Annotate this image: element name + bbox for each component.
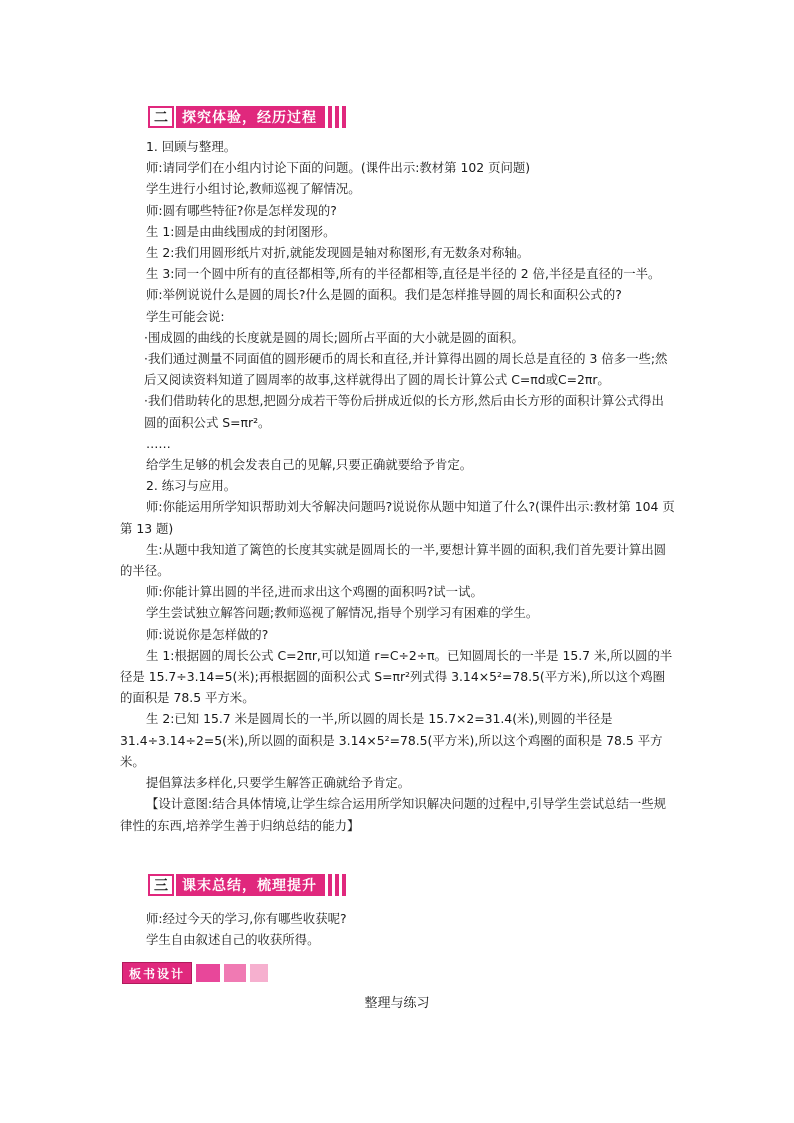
paragraph: 生 2:我们用圆形纸片对折,就能发现圆是轴对称图形,有无数条对称轴。 xyxy=(146,245,530,261)
board-design-label: 板书设计 xyxy=(122,962,192,984)
bullet-item: ·我们借助转化的思想,把圆分成若干等份后拼成近似的长方形,然后由长方形的面积计算公式得出圆的面积公式 S=πr²。 xyxy=(144,393,664,430)
paragraph: 生 2:已知 15.7 米是圆周长的一半,所以圆的周长是 15.7×2=31.4(米),则圆的半径是 31.4÷3.14÷2=5(米),所以圆的面积是 3.14×5²=78.5(平方米),所以这个鸡圈的面积是 78.5 平方米。 xyxy=(120,711,663,769)
paragraph: 师:说说你是怎样做的? xyxy=(146,626,269,642)
paragraph: 师:圆有哪些特征?你是怎样发现的? xyxy=(146,202,337,218)
paragraph: 1. 回顾与整理。 xyxy=(146,139,237,154)
paragraph: 提倡算法多样化,只要学生解答正确就给予肯定。 xyxy=(146,775,411,791)
paragraph: 师:经过今天的学习,你有哪些收获呢? xyxy=(146,911,347,926)
paragraph: 生:从题中我知道了篱笆的长度其实就是圆周长的一半,要想计算半圆的面积,我们首先要计算出圆的半径。 xyxy=(120,541,667,579)
section-title: 探究体验，经历过程 xyxy=(176,106,325,128)
paragraph: 2. 练习与应用。 xyxy=(146,478,237,494)
paragraph: 师:你能计算出圆的半径,进而求出这个鸡圈的面积吗?试一试。 xyxy=(146,584,483,600)
board-design-bar xyxy=(122,963,268,983)
paragraph: 师:举例说说什么是圆的周长?什么是圆的面积。我们是怎样推导圆的周长和面积公式的? xyxy=(146,287,622,303)
design-intent: 【设计意图:结合具体情境,让学生综合运用所学知识解决问题的过程中,引导学生尝试总结一些规律性的东西,培养学生善于归纳总结的能力】 xyxy=(120,796,667,833)
decor-square xyxy=(250,964,268,982)
paragraph: 学生进行小组讨论,教师巡视了解情况。 xyxy=(146,181,361,197)
section-banner-3 xyxy=(148,874,349,896)
banner-stripes xyxy=(328,106,349,128)
section-number: 二 xyxy=(148,106,174,128)
paragraph: 生 1:圆是由曲线围成的封闭图形。 xyxy=(146,223,336,239)
paragraph: 师:你能运用所学知识帮助刘大爷解决问题吗?说说你从题中知道了什么?(课件出示:教材第 104 页第 13 题) xyxy=(120,499,675,536)
section-3-body xyxy=(120,908,676,950)
bullet-item: ·我们通过测量不同面值的圆形硬币的周长和直径,并计算得出圆的周长总是直径的 3 倍多一些;然后又阅读资料知道了圆周率的故事,这样就得出了圆的周长计算公式 C=πd或C=2πr。 xyxy=(144,351,668,388)
section-banner-2 xyxy=(148,106,349,128)
section-2-body xyxy=(120,136,676,836)
paragraph: 给学生足够的机会发表自己的见解,只要正确就要给予肯定。 xyxy=(146,457,473,473)
paragraph: 生 1:根据圆的周长公式 C=2πr,可以知道 r=C÷2÷π。已知圆周长的一半是 15.7 米,所以圆的半径是 15.7÷3.14=5(米);再根据圆的面积公式 S=πr²列式得 3.14×5²=78.5(平方米),所以这个鸡圈的面积是 78.5 平方米。 xyxy=(120,647,673,706)
decor-square xyxy=(224,964,246,982)
paragraph: 生 3:同一个圆中所有的直径都相等,所有的半径都相等,直径是半径的 2 倍,半径是直径的一半。 xyxy=(146,266,661,282)
decor-square xyxy=(196,964,220,982)
board-title: 整理与练习 xyxy=(364,996,430,1011)
paragraph: 学生可能会说: xyxy=(146,308,225,324)
paragraph: 师:请同学们在小组内讨论下面的问题。(课件出示:教材第 102 页问题) xyxy=(146,160,531,176)
bullet-item: ·围成圆的曲线的长度就是圆的周长;圆所占平面的大小就是圆的面积。 xyxy=(144,329,524,345)
paragraph: 学生尝试独立解答问题;教师巡视了解情况,指导个别学习有困难的学生。 xyxy=(146,605,539,621)
banner-stripes xyxy=(328,874,349,896)
paragraph: 学生自由叙述自己的收获所得。 xyxy=(146,932,320,948)
ellipsis: …… xyxy=(146,435,171,451)
section-number: 三 xyxy=(148,874,174,896)
section-title: 课末总结，梳理提升 xyxy=(176,874,325,896)
